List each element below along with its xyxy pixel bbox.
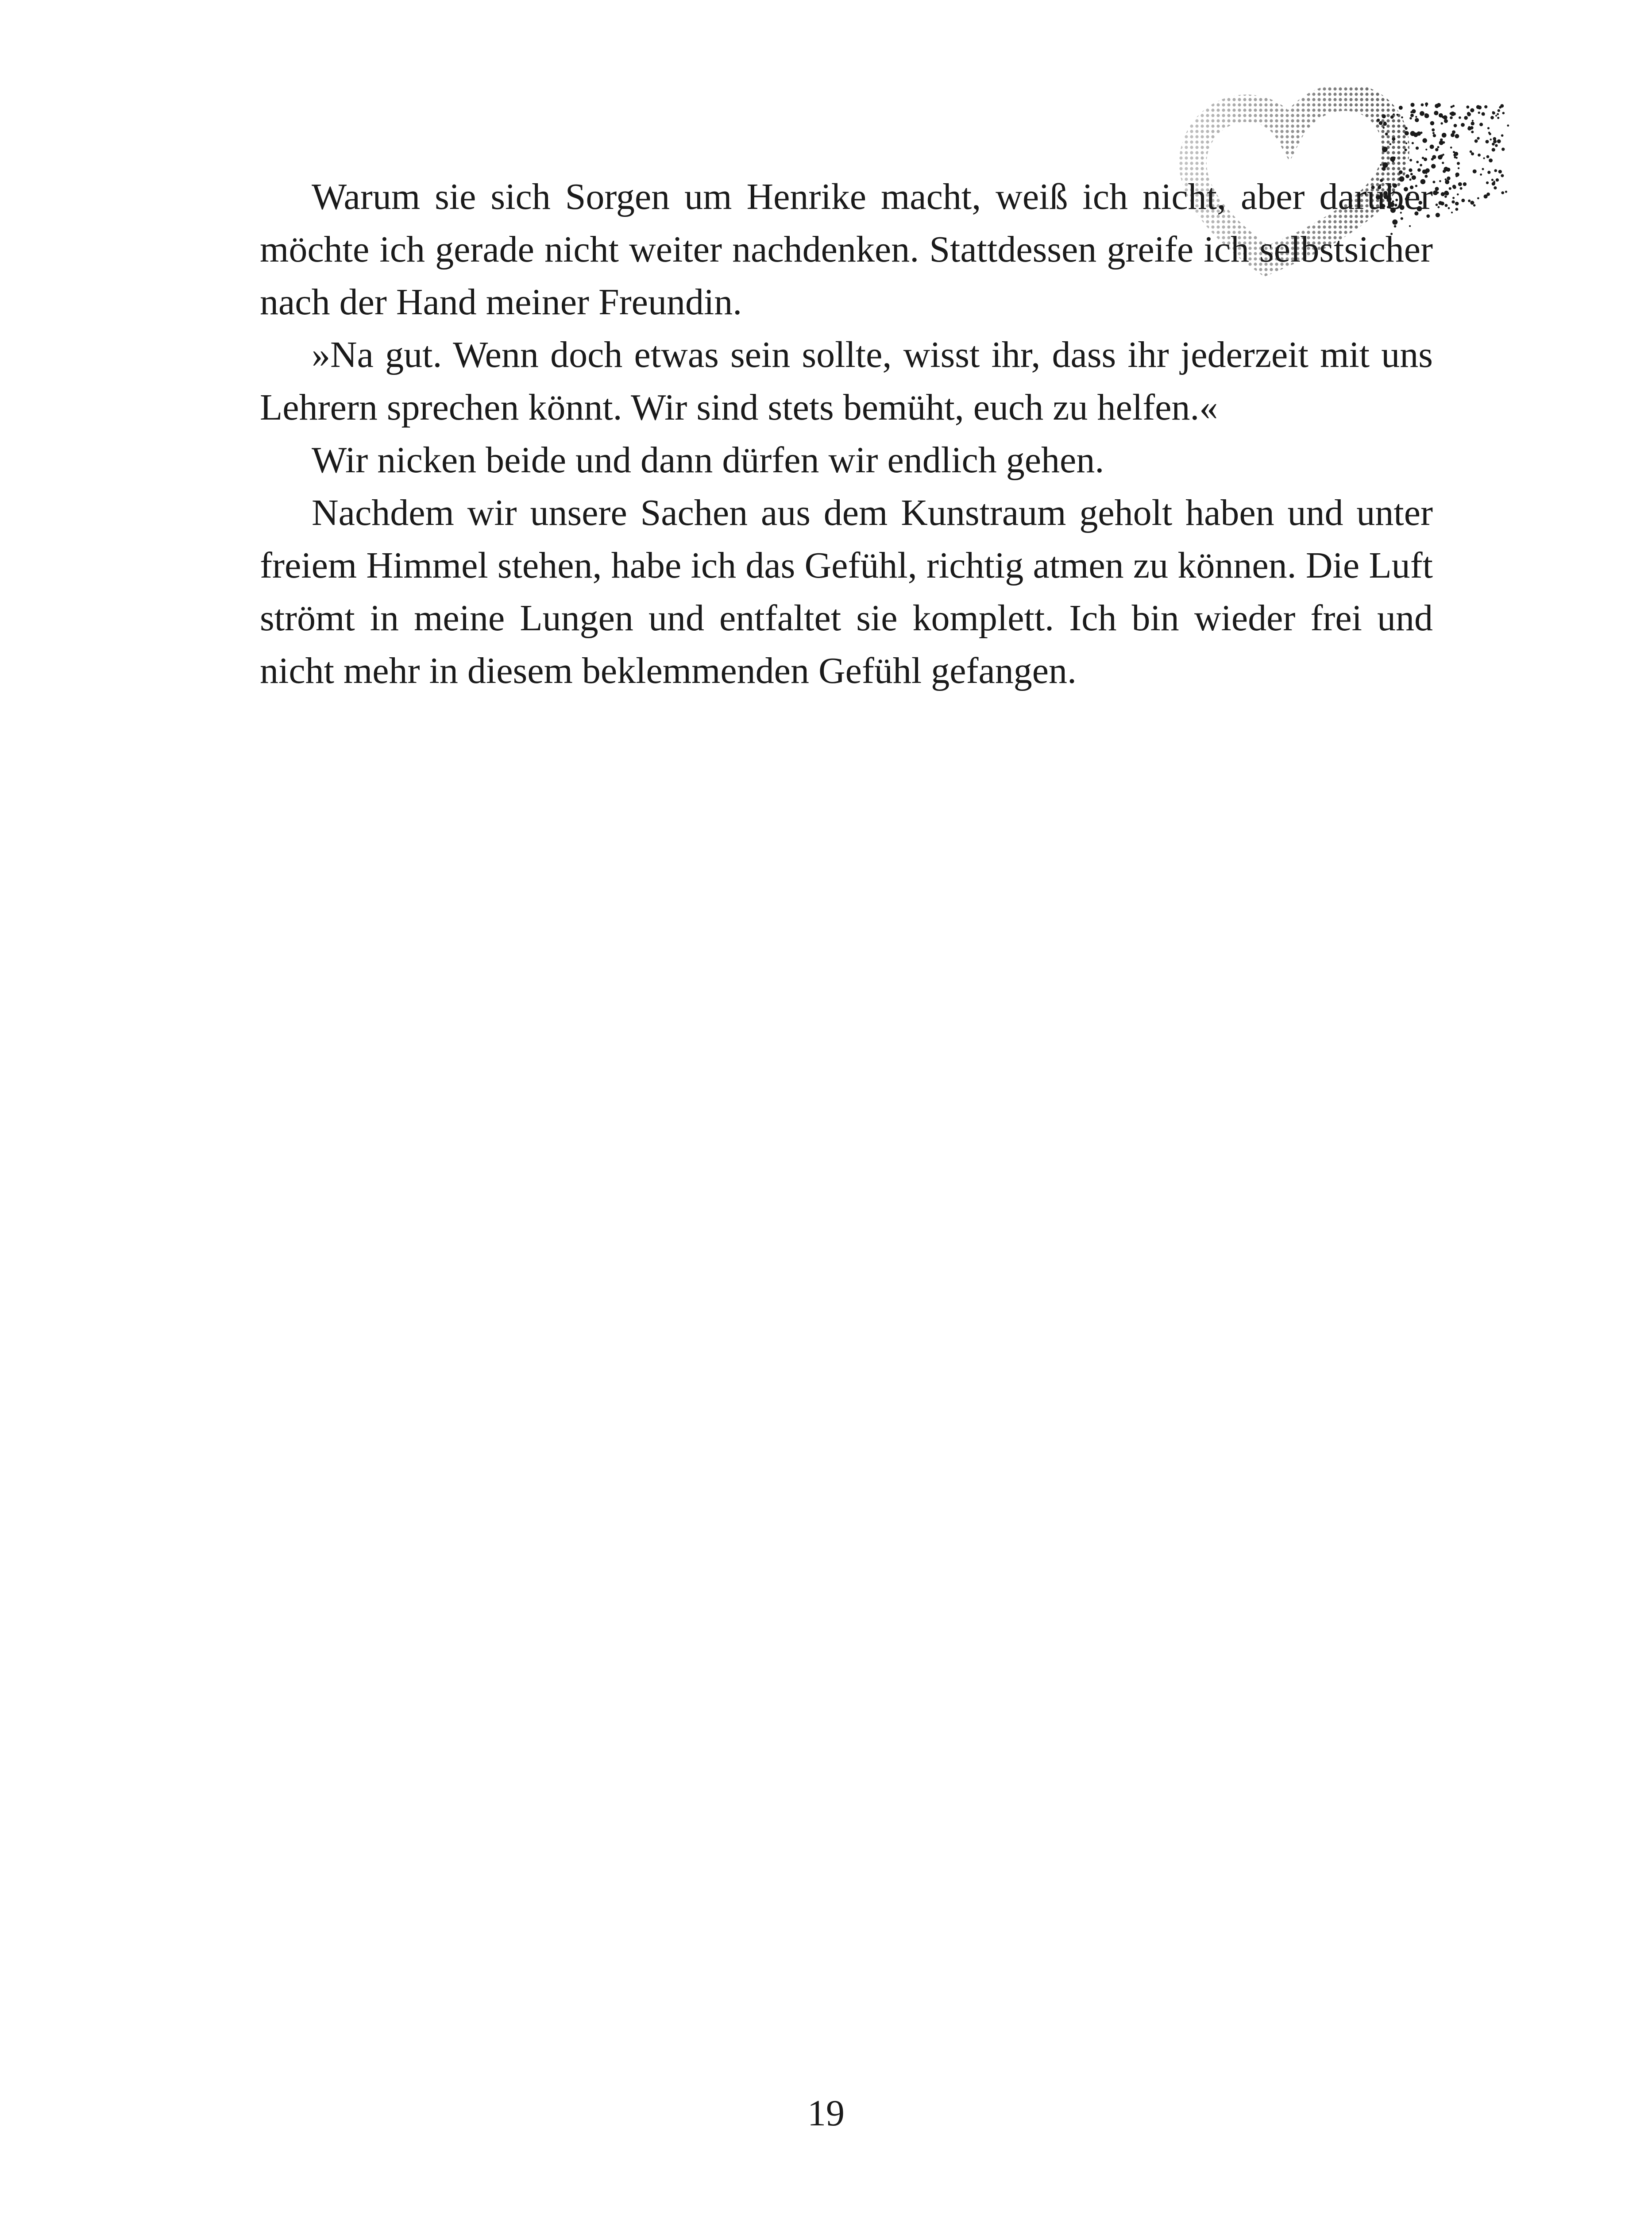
scatter-dot bbox=[1410, 103, 1414, 107]
scatter-dot bbox=[1502, 112, 1505, 115]
scatter-dot bbox=[1405, 149, 1407, 151]
scatter-dot bbox=[1486, 193, 1490, 196]
scatter-dot bbox=[1482, 168, 1484, 170]
scatter-dot bbox=[1461, 123, 1465, 127]
scatter-dot bbox=[1415, 118, 1419, 122]
scatter-dot bbox=[1416, 161, 1419, 163]
scatter-dot bbox=[1405, 131, 1409, 135]
scatter-dot bbox=[1447, 177, 1450, 180]
scatter-dot bbox=[1498, 109, 1500, 112]
scatter-dot bbox=[1470, 201, 1474, 205]
scatter-dot bbox=[1438, 206, 1440, 208]
scatter-dot bbox=[1493, 140, 1497, 143]
scatter-dot bbox=[1405, 127, 1408, 130]
scatter-dot bbox=[1455, 134, 1459, 139]
scatter-dot bbox=[1410, 111, 1413, 113]
scatter-dot bbox=[1489, 158, 1493, 162]
scatter-dot bbox=[1438, 155, 1442, 159]
scatter-dot bbox=[1497, 139, 1501, 143]
scatter-dot bbox=[1495, 144, 1498, 147]
scatter-dot bbox=[1486, 140, 1489, 143]
scatter-dot bbox=[1444, 195, 1447, 198]
scatter-dot bbox=[1436, 213, 1440, 217]
scatter-dot bbox=[1467, 112, 1471, 116]
scatter-dot bbox=[1470, 126, 1474, 130]
scatter-dot bbox=[1463, 182, 1467, 186]
scatter-dot bbox=[1430, 145, 1434, 149]
scatter-dot bbox=[1422, 138, 1427, 143]
scatter-dot bbox=[1507, 124, 1509, 127]
scatter-dot bbox=[1461, 199, 1465, 202]
scatter-dot bbox=[1487, 127, 1490, 129]
scatter-dot bbox=[1477, 137, 1480, 139]
scatter-dot bbox=[1421, 104, 1424, 107]
scatter-dot bbox=[1457, 193, 1459, 196]
scatter-dot bbox=[1450, 116, 1453, 120]
scatter-dot bbox=[1409, 159, 1412, 162]
scatter-dot bbox=[1474, 139, 1478, 143]
scatter-dot bbox=[1452, 131, 1455, 134]
scatter-dot bbox=[1439, 113, 1443, 118]
scatter-dot bbox=[1479, 123, 1483, 126]
scatter-dot bbox=[1500, 104, 1504, 108]
scatter-dot bbox=[1392, 137, 1395, 141]
scatter-dot bbox=[1382, 162, 1388, 168]
scatter-dot bbox=[1390, 143, 1392, 145]
scatter-dot bbox=[1440, 122, 1443, 124]
scatter-dot bbox=[1445, 192, 1449, 196]
scatter-dot bbox=[1390, 116, 1394, 119]
scatter-dot bbox=[1377, 119, 1380, 122]
scatter-dot bbox=[1459, 116, 1461, 119]
scatter-dot bbox=[1430, 121, 1435, 126]
scatter-dot bbox=[1441, 192, 1445, 196]
scatter-dot bbox=[1445, 180, 1449, 184]
scatter-dot bbox=[1444, 167, 1448, 171]
scatter-dot bbox=[1458, 182, 1462, 186]
scatter-dot bbox=[1390, 157, 1395, 162]
scatter-dot bbox=[1431, 164, 1436, 168]
scatter-dot bbox=[1383, 127, 1385, 128]
paragraph: Warum sie sich Sorgen um Henrike macht, weiß ich nicht, aber darüber möchte ich gerade nicht weiter nachdenken. Stattdessen greife ich selbstsicher nach der Hand meiner Freundin. bbox=[260, 176, 1433, 323]
scatter-dot bbox=[1435, 104, 1439, 108]
scatter-dot bbox=[1453, 112, 1455, 115]
scatter-dot bbox=[1451, 200, 1455, 204]
scatter-dot bbox=[1432, 181, 1435, 183]
scatter-dot bbox=[1434, 111, 1438, 115]
scatter-dot bbox=[1477, 197, 1479, 200]
scatter-dot bbox=[1433, 134, 1436, 137]
scatter-dot bbox=[1486, 155, 1490, 158]
scatter-dot bbox=[1433, 192, 1436, 195]
scatter-dot bbox=[1480, 173, 1482, 176]
scatter-dot bbox=[1494, 186, 1497, 189]
scatter-dot bbox=[1443, 141, 1445, 144]
scatter-dot bbox=[1439, 180, 1441, 182]
scatter-dot bbox=[1491, 179, 1494, 181]
scatter-dot bbox=[1435, 148, 1438, 151]
scatter-dot bbox=[1497, 113, 1499, 116]
scatter-dot bbox=[1457, 162, 1460, 165]
scatter-dot bbox=[1422, 157, 1424, 159]
scatter-dot bbox=[1436, 204, 1438, 206]
scatter-dot bbox=[1490, 139, 1492, 140]
scatter-dot bbox=[1412, 142, 1414, 144]
scatter-dot bbox=[1442, 162, 1444, 164]
scatter-dot bbox=[1494, 169, 1497, 172]
scatter-dot bbox=[1492, 112, 1495, 115]
scatter-dot bbox=[1416, 147, 1419, 150]
scatter-dot bbox=[1401, 116, 1403, 119]
scatter-dot bbox=[1470, 108, 1474, 112]
scatter-dot bbox=[1415, 116, 1417, 118]
scatter-dot bbox=[1455, 157, 1458, 159]
scatter-dot bbox=[1380, 164, 1382, 166]
scatter-dot bbox=[1382, 147, 1388, 152]
scatter-dot bbox=[1464, 116, 1468, 120]
scatter-dot bbox=[1450, 112, 1452, 115]
scatter-dot bbox=[1487, 171, 1490, 174]
scatter-dot bbox=[1432, 155, 1436, 159]
paragraph: Nachdem wir unsere Sachen aus dem Kunstraum geholt haben und unter freiem Himmel stehen, habe ich das Gefühl, richtig atmen zu können. Die Luft strömt in meine Lungen und entfaltet sie komplett. Ich bin wieder frei und nicht mehr in diesem beklemmenden Gefühl gefangen. bbox=[260, 492, 1433, 691]
scatter-dot bbox=[1490, 116, 1494, 120]
scatter-dot bbox=[1425, 105, 1427, 107]
scatter-dot bbox=[1455, 208, 1459, 211]
scatter-dot bbox=[1420, 112, 1424, 116]
scatter-dot bbox=[1468, 126, 1471, 128]
scatter-dot bbox=[1466, 105, 1469, 108]
scatter-dot bbox=[1472, 120, 1474, 122]
scatter-dot bbox=[1460, 187, 1463, 190]
scatter-dot bbox=[1393, 113, 1395, 115]
scatter-dot bbox=[1454, 124, 1457, 127]
scatter-dot bbox=[1501, 174, 1504, 177]
scatter-dot bbox=[1471, 122, 1474, 125]
scatter-dot bbox=[1492, 182, 1495, 185]
scatter-dot bbox=[1424, 158, 1427, 161]
scatter-dot bbox=[1495, 115, 1497, 116]
scatter-dot bbox=[1409, 117, 1412, 120]
scatter-dot bbox=[1484, 105, 1487, 108]
scatter-dot bbox=[1453, 185, 1456, 189]
scatter-dot bbox=[1498, 170, 1502, 173]
scatter-dot bbox=[1442, 133, 1447, 138]
scatter-dot bbox=[1497, 117, 1499, 119]
scatter-dot bbox=[1385, 133, 1388, 136]
scatter-dot bbox=[1496, 178, 1499, 181]
scatter-dot bbox=[1443, 115, 1447, 120]
scatter-dot bbox=[1405, 143, 1407, 144]
scatter-dot bbox=[1410, 131, 1415, 136]
scatter-dot bbox=[1432, 128, 1435, 131]
scatter-dot bbox=[1383, 122, 1387, 126]
scatter-dot bbox=[1420, 131, 1422, 134]
scatter-dot bbox=[1444, 119, 1448, 123]
scatter-dot bbox=[1501, 191, 1504, 194]
scatter-dot bbox=[1483, 157, 1485, 159]
scatter-dot bbox=[1442, 154, 1444, 156]
scatter-dot bbox=[1448, 207, 1450, 209]
scatter-dot bbox=[1486, 181, 1489, 184]
paragraph: Wir nicken beide und dann dürfen wir endlich gehen. bbox=[312, 440, 1104, 481]
scatter-dot bbox=[1478, 154, 1481, 157]
scatter-dot bbox=[1420, 164, 1422, 166]
paragraph: »Na gut. Wenn doch etwas sein sollte, wisst ihr, dass ihr jederzeit mit uns Lehrern sprechen könnt. Wir sind stets bemüht, euch zu helfen.« bbox=[260, 334, 1433, 428]
scatter-dot bbox=[1453, 154, 1456, 156]
scatter-dot bbox=[1473, 204, 1475, 206]
scatter-dot bbox=[1435, 187, 1439, 191]
scatter-dot bbox=[1397, 114, 1399, 116]
body-text bbox=[260, 170, 1433, 697]
scatter-dot bbox=[1425, 149, 1427, 150]
scatter-dot bbox=[1482, 114, 1485, 116]
scatter-dot bbox=[1478, 112, 1480, 114]
scatter-dot bbox=[1451, 212, 1453, 213]
scatter-dot bbox=[1449, 187, 1451, 190]
scatter-dot bbox=[1437, 146, 1440, 148]
scatter-dot bbox=[1458, 167, 1459, 169]
scatter-dot bbox=[1450, 147, 1452, 149]
scatter-dot bbox=[1488, 132, 1490, 134]
scatter-dot bbox=[1437, 192, 1439, 194]
scatter-dot bbox=[1476, 105, 1480, 109]
scatter-dot bbox=[1468, 200, 1471, 202]
scatter-dot bbox=[1439, 201, 1443, 205]
scatter-dot bbox=[1445, 204, 1448, 207]
scatter-dot bbox=[1432, 132, 1435, 134]
scatter-dot bbox=[1455, 202, 1459, 206]
scatter-dot bbox=[1453, 151, 1455, 153]
page-number: 19 bbox=[807, 2093, 845, 2134]
scatter-dot bbox=[1492, 148, 1495, 151]
scatter-dot bbox=[1399, 106, 1403, 110]
scatter-dot bbox=[1424, 113, 1429, 118]
scatter-dot bbox=[1451, 106, 1453, 108]
scatter-dot bbox=[1473, 170, 1477, 173]
scatter-dot bbox=[1501, 148, 1505, 151]
scatter-dot bbox=[1452, 197, 1455, 199]
scatter-dot bbox=[1382, 114, 1386, 118]
scatter-dot bbox=[1505, 191, 1507, 193]
scatter-dot bbox=[1471, 152, 1474, 155]
scatter-dot bbox=[1470, 150, 1472, 153]
scatter-dot bbox=[1410, 114, 1414, 117]
scatter-dot bbox=[1455, 175, 1458, 177]
scatter-dot bbox=[1501, 134, 1504, 137]
scatter-dot bbox=[1471, 131, 1474, 133]
scatter-dot bbox=[1379, 121, 1383, 125]
